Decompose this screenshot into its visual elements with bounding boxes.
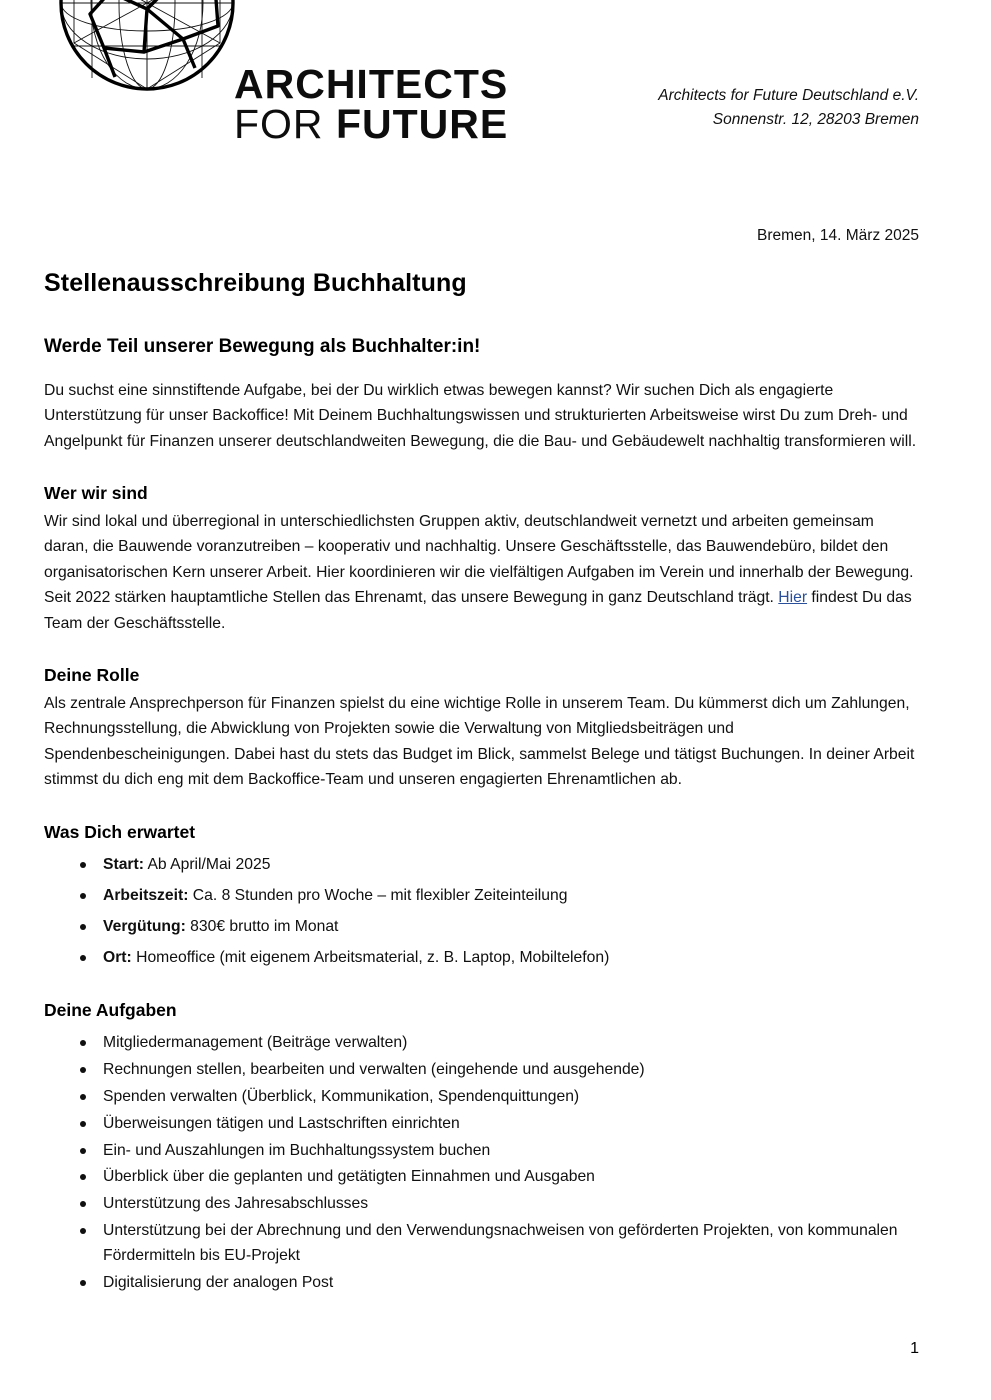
wer-wir-sind-text-after-link: findest Du das Team der Geschäftsstelle. [44, 589, 912, 632]
section-text-wer-wir-sind [44, 509, 921, 636]
list-item: Digitalisierung der analogen Post [44, 1271, 921, 1296]
list-item [44, 915, 921, 940]
list-item: Rechnungen stellen, bearbeiten und verwalten (eingehende und ausgehende) [44, 1058, 921, 1083]
list-item-label: Arbeitszeit: [103, 887, 189, 905]
logo-wordmark [234, 61, 509, 147]
list-item-text: Homeoffice (mit eigenem Arbeitsmaterial, z. B. Laptop, Mobiltelefon) [131, 948, 610, 966]
organization-street-city: Sonnenstr. 12, 28203 Bremen [712, 111, 919, 129]
page-title: Stellenausschreibung Buchhaltung [44, 269, 467, 297]
list-was-dich-erwartet [44, 853, 921, 970]
wer-wir-sind-text-before-link: Wir sind lokal und überregional in unterschiedlichsten Gruppen aktiv, deutschlandweit vernetzt und arbeiten gemeinsam daran, die Bauwende voranzutreiben – kooperativ und nachhaltig. Unsere Geschäftsstelle, das Bauwendebüro, bildet den organisatorischen Kern unserer Arbeit. Hier koordinieren wir die vielfältigen Aufgaben im Verein und innerhalb der Bewegung. Seit 2022 stärken hauptamtliche Stellen das Ehrenamt, das unsere Bewegung in ganz Deutschland trägt. [44, 513, 914, 607]
list-deine-aufgaben [44, 1031, 921, 1295]
logo-wordmark-line-1: ARCHITECTS [234, 61, 509, 107]
list-item: Ein- und Auszahlungen im Buchhaltungssystem buchen [44, 1139, 921, 1164]
intro-paragraph: Du suchst eine sinnstiftende Aufgabe, bei der Du wirklich etwas bewegen kannst? Wir suchen Dich als engagierte Unterstützung für unser Backoffice! Mit Deinem Buchhaltungswissen und strukturierten Arbeitsweise wirst Du zum Dreh- und Angelpunkt für Finanzen unserer deutschlandweiten Bewegung, die die Bau- und Gebäudewelt nachhaltig transformieren will. [44, 381, 917, 450]
date-line: Bremen, 14. März 2025 [757, 227, 919, 244]
document-header [0, 0, 991, 200]
list-item: Spenden verwalten (Überblick, Kommunikation, Spendenquittungen) [44, 1085, 921, 1110]
list-item [44, 884, 921, 909]
section-heading-deine-aufgaben: Deine Aufgaben [44, 999, 177, 1020]
list-item-text: Ca. 8 Stunden pro Woche – mit flexibler Zeiteinteilung [188, 887, 568, 905]
list-item [44, 853, 921, 878]
list-item-text: Ab April/Mai 2025 [143, 856, 271, 874]
section-heading-deine-rolle: Deine Rolle [44, 665, 140, 686]
list-item-text: 830€ brutto im Monat [185, 918, 339, 936]
list-item-label: Vergütung: [103, 918, 186, 936]
section-heading-wer-wir-sind: Wer wir sind [44, 483, 148, 504]
geodesic-globe-icon [52, 0, 242, 98]
list-item-label: Start: [103, 856, 144, 874]
list-item [44, 946, 921, 971]
organization-address [658, 84, 919, 132]
organization-name: Architects for Future Deutschland e.V. [658, 87, 919, 104]
list-item: Überblick über die geplanten und getätigten Einnahmen und Ausgaben [44, 1165, 921, 1190]
logo-wordmark-line-2 [234, 100, 509, 147]
list-item: Überweisungen tätigen und Lastschriften einrichten [44, 1112, 921, 1137]
section-heading-was-dich-erwartet: Was Dich erwartet [44, 821, 196, 842]
document-subtitle: Werde Teil unserer Bewegung als Buchhalter:in! [44, 336, 481, 358]
logo-wordmark-future: FUTURE [335, 100, 509, 147]
section-text-deine-rolle: Als zentrale Ansprechperson für Finanzen spielst du eine wichtige Rolle in unserem Team. Du kümmerst dich um Zahlungen, Rechnungsstellung, die Abwicklung von Projekten sowie die Verwaltung von Mitgliedsbeiträgen und Spendenbescheinigungen. Dabei hast du stets das Budget im Blick, sammelst Belege und tätigst Buchungen. In deiner Arbeit stimmst du dich eng mit dem Backoffice-Team und unseren engagierten Ehrenamtlichen ab. [44, 694, 915, 789]
list-item: Unterstützung bei der Abrechnung und den Verwendungsnachweisen von geförderten Projekten, von kommunalen Fördermitteln bis EU-Projekt [44, 1219, 921, 1269]
page-number: 1 [910, 1340, 919, 1357]
logo-wordmark-for: FOR [234, 100, 324, 147]
list-item: Mitgliedermanagement (Beiträge verwalten) [44, 1031, 921, 1056]
team-link[interactable]: Hier [778, 589, 808, 607]
document-content [44, 268, 921, 1297]
list-item-label: Ort: [103, 948, 132, 966]
list-item: Unterstützung des Jahresabschlusses [44, 1192, 921, 1217]
